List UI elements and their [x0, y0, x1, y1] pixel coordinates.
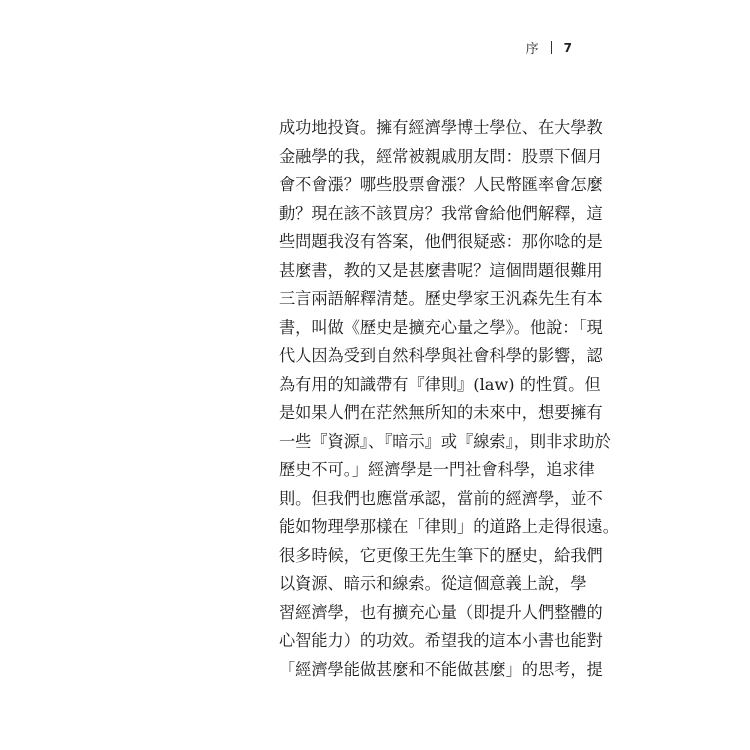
body-paragraph	[279, 114, 619, 684]
text-line: 代人因為受到自然科學與社會科學的影響，認	[279, 346, 603, 365]
text-line: 「經濟學能做甚麼和不能做甚麼」的思考，提	[279, 659, 603, 679]
text-line: 書，叫做《歷史是擴充心量之學》。他說：「現	[279, 317, 603, 337]
running-header	[526, 38, 572, 57]
section-title: 序	[525, 42, 539, 57]
text-line: 些問題我沒有答案，他們很疑惑：那你唸的是	[279, 232, 603, 251]
text-line: 成功地投資。擁有經濟學博士學位、在大學教	[279, 118, 603, 137]
text-line: 三言兩語解釋清楚。歷史學家王汎森先生有本	[279, 289, 603, 308]
text-line: 習經濟學，也有擴充心量（即提升人們整體的	[279, 602, 603, 622]
text-line: 甚麼書，教的又是甚麼書呢？這個問題很難用	[279, 260, 603, 280]
page-number: 7	[563, 40, 572, 55]
text-line: 為有用的知識帶有『律則』(law) 的性質。但	[279, 374, 601, 394]
text-line: 很多時候，它更像王先生筆下的歷史，給我們	[279, 545, 603, 565]
text-line: 金融學的我，經常被親戚朋友問：股票下個月	[279, 146, 603, 166]
text-line: 能如物理學那樣在「律則」的道路上走得很遠。	[279, 517, 619, 536]
text-line: 則。但我們也應當承認，當前的經濟學，並不	[279, 488, 603, 508]
text-line: 動？現在該不該買房？我常會給他們解釋，這	[279, 203, 603, 223]
text-line: 以資源、暗示和線索。從這個意義上說，學	[279, 574, 587, 593]
header-divider	[551, 41, 552, 54]
text-line: 是如果人們在茫然無所知的未來中，想要擁有	[279, 403, 603, 422]
text-line: 心智能力）的功效。希望我的這本小書也能對	[279, 631, 603, 650]
text-line: 一些『資源』、『暗示』或『線索』，則非求助於	[279, 431, 611, 451]
text-line: 歷史不可。」經濟學是一門社會科學，追求律	[279, 460, 595, 479]
text-line: 會不會漲？哪些股票會漲？人民幣匯率會怎麼	[279, 175, 603, 194]
